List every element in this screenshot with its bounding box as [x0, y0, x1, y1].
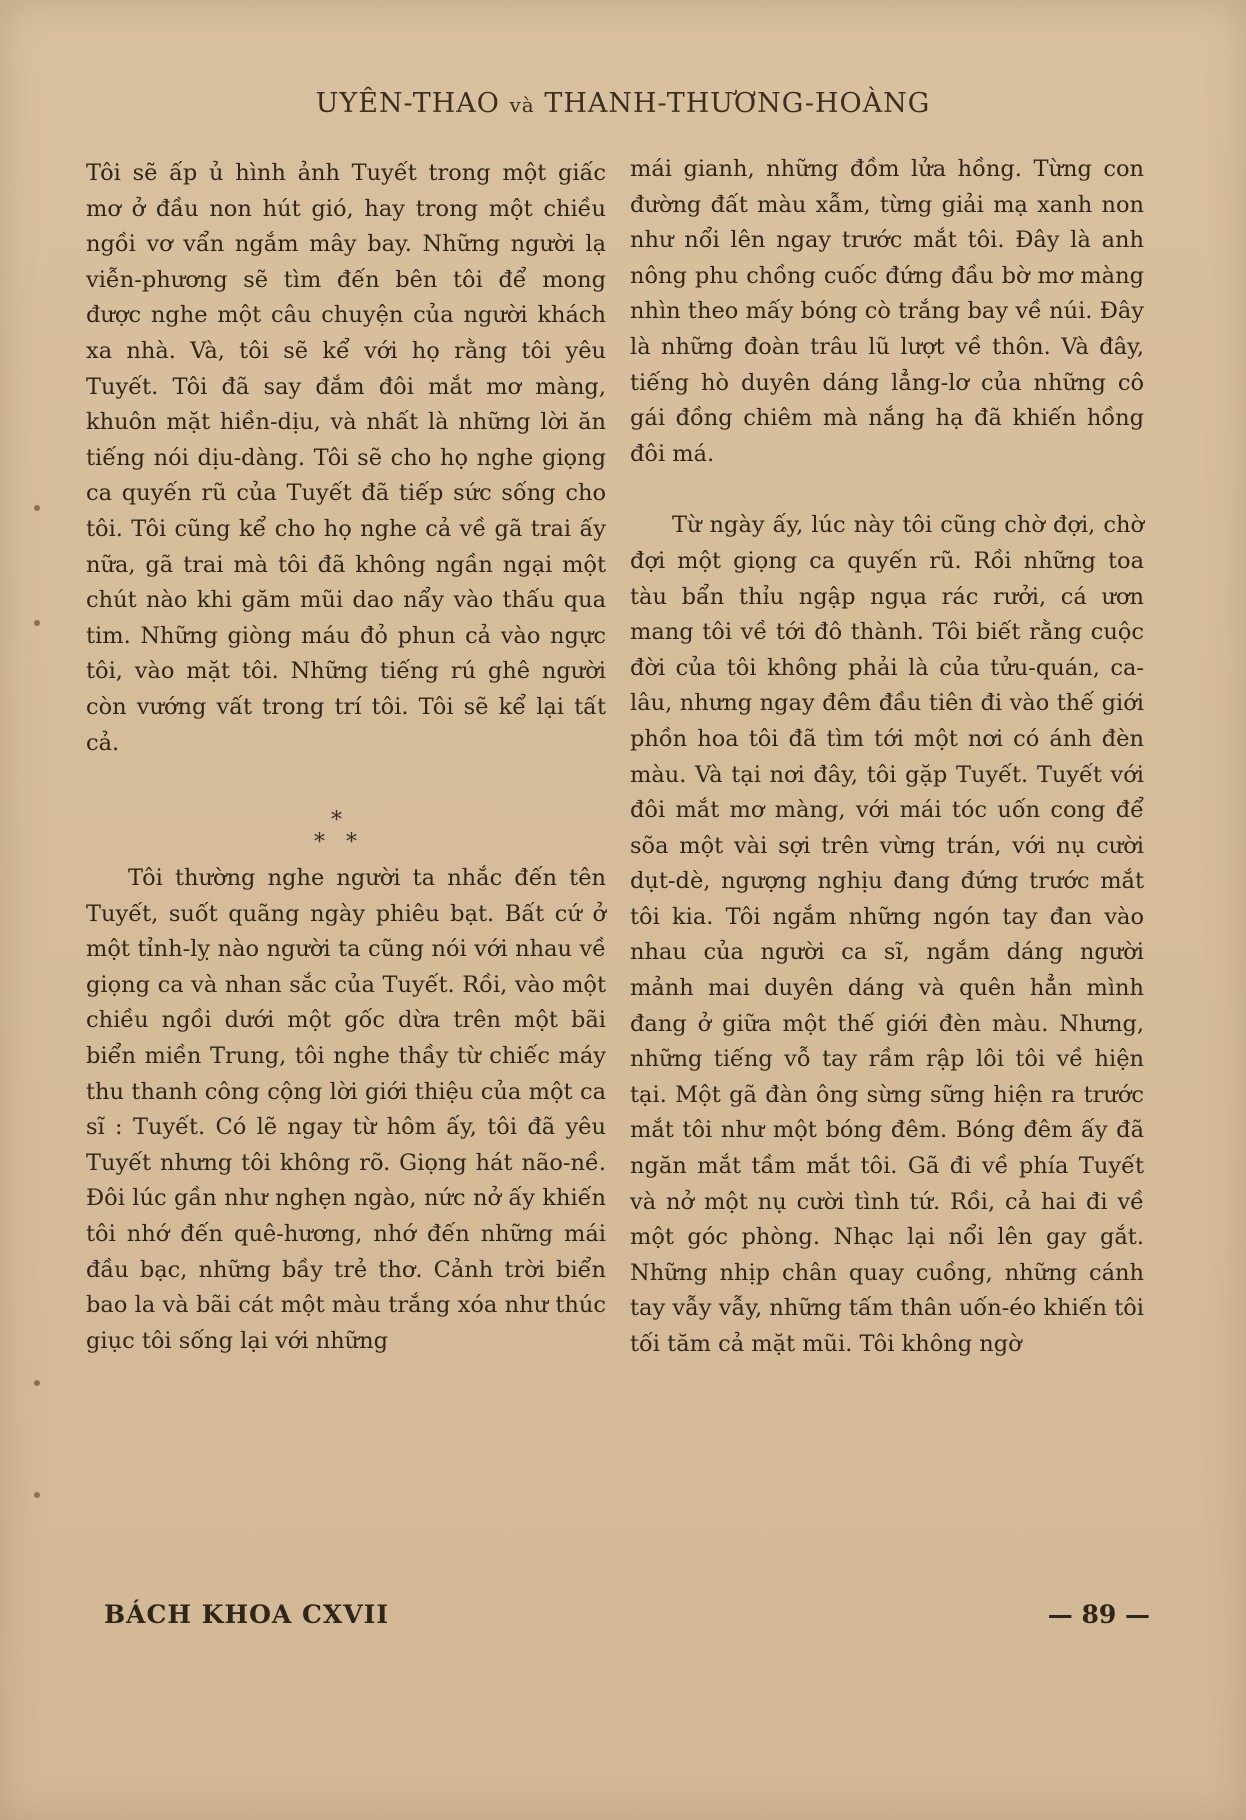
paragraph-gap: [630, 472, 1144, 508]
binding-hole-mark: [34, 1380, 40, 1386]
page-number: — 89 —: [1047, 1600, 1150, 1629]
running-header: [0, 88, 1246, 119]
body-paragraph: Tôi thường nghe người ta nhắc đến tên Tuyết, suốt quãng ngày phiêu bạt. Bất cứ ở một tỉnh-lỵ nào người ta cũng nói với nhau về giọng ca và nhan sắc của Tuyết. Rồi, vào một chiều ngồi dưới một gốc dừa trên một bãi biển miền Trung, tôi nghe thầy từ chiếc máy thu thanh công cộng lời giới thiệu của một ca sĩ : Tuyết. Có lẽ ngay từ hôm ấy, tôi đã yêu Tuyết nhưng tôi không rõ. Giọng hát não-nề. Đôi lúc gần như nghẹn ngào, nức nở ấy khiến tôi nhớ đến quê-hương, nhớ đến những mái đầu bạc, những bầy trẻ thơ. Cảnh trời biển bao la và bãi cát một màu trắng xóa như thúc giục tôi sống lại với những: [86, 865, 606, 1354]
body-paragraph: Từ ngày ấy, lúc này tôi cũng chờ đợi, chờ đợi một giọng ca quyến rũ. Rồi những toa tàu bẩn thỉu ngập ngụa rác rưởi, cá ươn mang tôi về tới đô thành. Tôi biết rằng cuộc đời của tôi không phải là của tửu-quán, ca-lâu, nhưng ngay đêm đầu tiên đi vào thế giới phồn hoa tôi đã tìm tới một nơi có ánh đèn màu. Và tại nơi đây, tôi gặp Tuyết. Tuyết với đôi mắt mơ màng, với mái tóc uốn cong để sõa một vài sợi trên vừng trán, với nụ cười dụt-dè, ngượng nghịu đang đứng trước mắt tôi kia. Tôi ngắm những ngón tay đan vào nhau của người ca sĩ, ngắm dáng người mảnh mai duyên dáng và quên hẳn mình đang ở giữa một thế giới đèn màu. Nhưng, những tiếng vỗ tay rầm rập lôi tôi về hiện tại. Một gã đàn ông sừng sững hiện ra trước mắt tôi như một bóng đêm. Bóng đêm ấy đã ngăn mắt tầm mắt tôi. Gã đi về phía Tuyết và nở một nụ cười tình tứ. Rồi, cả hai đi về một góc phòng. Nhạc lại nổi lên gay gắt. Những nhịp chân quay cuồng, những cánh tay vẫy vẫy, những tấm thân uốn-éo khiến tôi tối tăm cả mặt mũi. Tôi không ngờ: [630, 512, 1144, 1357]
binding-hole-mark: [34, 620, 40, 626]
separator-asterisk: *: [331, 808, 342, 834]
separator-asterisk: *: [314, 830, 325, 856]
publication-footer: BÁCH KHOA CXVII: [104, 1600, 390, 1629]
body-paragraph: mái gianh, những đồm lửa hồng. Từng con đường đất màu xẫm, từng giải mạ xanh non như nổi lên ngay trước mắt tôi. Đây là anh nông phu chồng cuốc đứng đầu bờ mơ màng nhìn theo mấy bóng cò trắng bay về núi. Đây là những đoàn trâu lũ lượt về thôn. Và đây, tiếng hò duyên dáng lẳng-lơ của những cô gái đồng chiêm mà nắng hạ đã khiến hồng đôi má.: [630, 156, 1144, 467]
header-author-2: THANH-THƯƠNG-HOÀNG: [544, 88, 931, 119]
header-conjunction: và: [509, 93, 535, 117]
header-author-1: UYÊN-THAO: [315, 88, 500, 119]
section-separator: [86, 761, 606, 861]
binding-hole-mark: [34, 1492, 40, 1498]
left-column: [86, 156, 606, 1359]
binding-hole-mark: [34, 505, 40, 511]
body-paragraph: Tôi sẽ ấp ủ hình ảnh Tuyết trong một giấc mơ ở đầu non hút gió, hay trong một chiều ngồi vơ vẩn ngắm mây bay. Những người lạ viễn-phương sẽ tìm đến bên tôi để mong được nghe một câu chuyện của người khách xa nhà. Và, tôi sẽ kể với họ rằng tôi yêu Tuyết. Tôi đã say đắm đôi mắt mơ màng, khuôn mặt hiền-dịu, và nhất là những lời ăn tiếng nói dịu-dàng. Tôi sẽ cho họ nghe giọng ca quyến rũ của Tuyết đã tiếp sức sống cho tôi. Tôi cũng kể cho họ nghe cả về gã trai ấy nữa, gã trai mà tôi đã không ngần ngại một chút nào khi găm mũi dao nẩy vào thấu qua tim. Những giòng máu đỏ phun cả vào ngực tôi, vào mặt tôi. Những tiếng rú ghê người còn vướng vất trong trí tôi. Tôi sẽ kể lại tất cả.: [86, 160, 606, 756]
separator-asterisk: *: [346, 830, 357, 856]
right-column: [630, 152, 1144, 1363]
